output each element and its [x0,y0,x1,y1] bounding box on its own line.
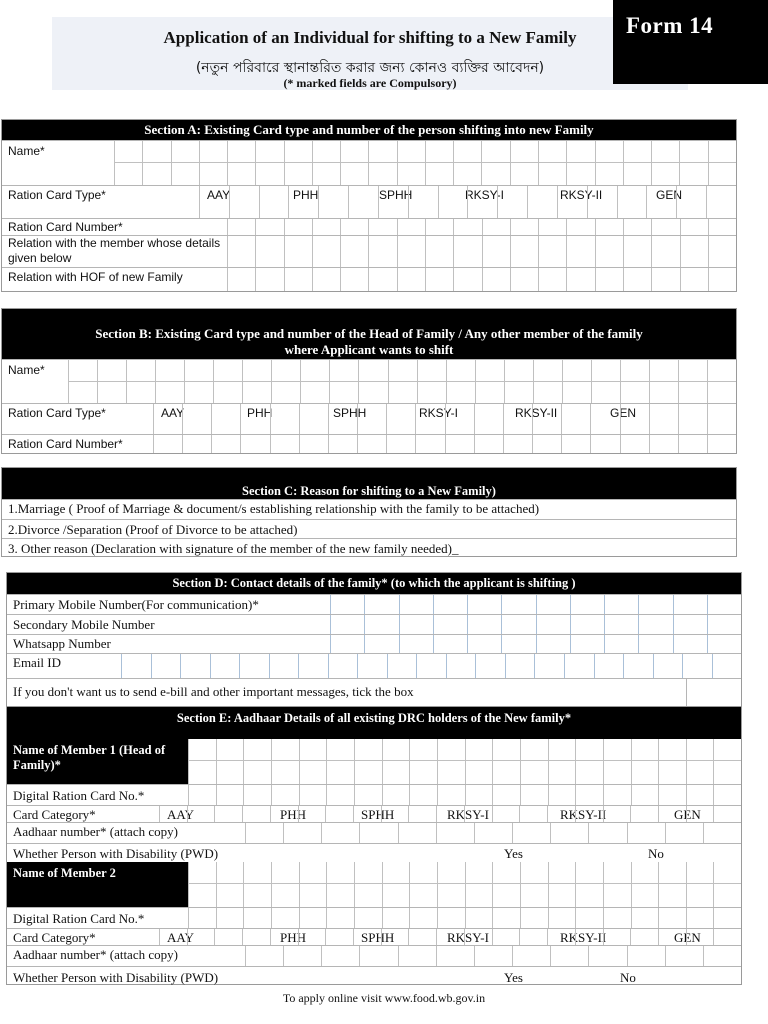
card-type-grid [199,186,736,218]
section-c [1,467,737,557]
member2-aadhaar-grid[interactable] [245,946,741,966]
member1-aadhaar-row [7,822,741,843]
relation-hof-grid[interactable] [227,268,736,291]
member2-aadhaar-row [7,945,741,966]
member2-name-grid-top[interactable] [188,862,741,884]
relation-grid[interactable] [227,236,736,267]
member1-category-gen[interactable]: GEN [674,807,701,822]
name-input-grid-top[interactable] [114,141,736,163]
member1-category-aay[interactable]: AAY [167,807,194,822]
card-type-aay[interactable]: AAY [207,188,231,202]
reason-divorce: 2.Divorce /Separation (Proof of Divorce to be attached) [8,522,298,537]
member2-category-label: Card Category* [13,930,96,945]
section-d-heading: Section D: Contact details of the family* (to which the applicant is shifting ) [7,573,741,594]
member1-drc-label: Digital Ration Card No.* [13,788,145,803]
member1-category-rksy1[interactable]: RKSY-I [447,807,489,822]
member2-category-rksy2[interactable]: RKSY-II [560,930,607,945]
section-a [1,119,737,292]
member1-category-row [7,805,741,822]
card-type-gen[interactable]: GEN [656,188,683,202]
card-type-sphh[interactable]: SPHH [333,406,367,420]
section-c-heading: Section C: Reason for shifting to a New Family) [2,468,736,499]
whatsapp-grid[interactable] [330,635,741,653]
section-a-card-number-row [2,218,736,235]
section-b-card-type-row [2,403,736,434]
member2-category-aay[interactable]: AAY [167,930,194,945]
name-input-grid-top[interactable] [68,360,736,382]
member2-category-sphh[interactable]: SPHH [361,930,395,945]
member1-name-row [7,739,741,784]
primary-mobile-label: Primary Mobile Number(For communication)* [13,597,259,612]
member1-name-grid-top[interactable] [188,739,741,761]
member1-category-grid [159,806,741,822]
card-type-label: Ration Card Type* [8,188,106,202]
section-b-heading-line2: where Applicant wants to shift [284,342,454,357]
card-number-grid[interactable] [227,219,736,235]
member1-name-label: Name of Member 1 (Head of Family)* [7,739,188,784]
ebill-optout-checkbox[interactable] [686,679,742,706]
member2-aadhaar-label: Aadhaar number* (attach copy) [13,947,178,962]
card-type-sphh[interactable]: SPHH [379,188,413,202]
email-row [7,653,741,678]
member2-pwd-yes[interactable]: Yes [504,970,523,985]
card-type-rksy1[interactable]: RKSY-I [465,188,504,202]
card-type-label: Ration Card Type* [8,406,106,420]
member1-pwd-label: Whether Person with Disability (PWD) [13,846,219,861]
card-type-grid [153,404,736,434]
reason-row-2[interactable] [2,519,736,538]
reason-other: 3. Other reason (Declaration with signature of the member of the new family needed)_ [8,541,459,556]
section-a-heading: Section A: Existing Card type and number of the person shifting into new Family [2,120,736,140]
card-number-grid[interactable] [153,435,736,453]
member2-drc-grid[interactable] [188,908,741,928]
compulsory-note: (* marked fields are Compulsory) [283,76,457,90]
reason-row-1[interactable] [2,499,736,519]
ebill-optout-label: If you don't want us to send e-bill and other important messages, tick the box [13,684,414,699]
member2-drc-row [7,907,741,928]
member1-category-label: Card Category* [13,807,96,822]
name-input-grid-bottom[interactable] [114,163,736,185]
member1-category-rksy2[interactable]: RKSY-II [560,807,607,822]
member2-category-row [7,928,741,945]
whatsapp-row [7,634,741,653]
name-label: Name* [8,144,45,158]
secondary-mobile-row [7,614,741,634]
section-b-heading [2,309,736,359]
member1-aadhaar-grid[interactable] [245,823,741,843]
section-d [6,572,742,707]
section-b-heading-line1: Section B: Existing Card type and number of the Head of Family / Any other member of the family [95,326,643,341]
form-number-badge: Form 14 [613,0,768,84]
member2-category-gen[interactable]: GEN [674,930,701,945]
primary-mobile-row [7,594,741,614]
page-title: Application of an Individual for shifting to a New Family [163,28,577,47]
whatsapp-label: Whatsapp Number [13,636,111,651]
section-b-name-row [2,359,736,403]
card-type-phh[interactable]: PHH [293,188,319,202]
relation-label: Relation with the member whose details given below [8,236,221,265]
member1-drc-row [7,784,741,805]
footer-online-link[interactable]: To apply online visit www.food.wb.gov.in [282,991,486,1005]
page-subtitle-bengali: (নতুন পরিবারে স্থানান্তরিত করার জন্য কোনও ব্যক্তির আবেদন) [195,60,545,76]
member1-pwd-row [7,843,741,862]
section-a-name-row [2,140,736,185]
ebill-optout-row [7,678,741,706]
section-e-heading: Section E: Aadhaar Details of all existing DRC holders of the New family* [7,707,741,739]
card-number-label: Ration Card Number* [8,220,123,234]
section-b-card-number-row [2,434,736,453]
member2-category-rksy1[interactable]: RKSY-I [447,930,489,945]
primary-mobile-grid[interactable] [330,595,741,614]
card-type-rksy2[interactable]: RKSY-II [560,188,603,202]
section-a-relation-hof-row [2,267,736,291]
card-type-rksy2[interactable]: RKSY-II [515,406,558,420]
section-a-card-type-row [2,185,736,218]
member2-category-phh[interactable]: PHH [280,930,307,945]
card-type-gen[interactable]: GEN [610,406,637,420]
member2-name-grid-bottom[interactable] [188,884,741,907]
member2-drc-label: Digital Ration Card No.* [13,911,145,926]
section-a-relation-row [2,235,736,267]
email-label: Email ID [13,655,62,670]
reason-row-3[interactable] [2,538,736,557]
card-type-aay[interactable]: AAY [161,406,185,420]
email-grid[interactable] [121,654,741,678]
section-b [1,308,737,454]
member1-category-phh[interactable]: PHH [280,807,307,822]
member1-aadhaar-label: Aadhaar number* (attach copy) [13,824,178,839]
member2-name-label: Name of Member 2 [7,862,188,907]
secondary-mobile-label: Secondary Mobile Number [13,617,155,632]
member1-category-sphh[interactable]: SPHH [361,807,395,822]
member2-category-grid [159,929,741,945]
card-type-phh[interactable]: PHH [247,406,273,420]
section-e [6,706,742,985]
member2-pwd-row [7,966,741,987]
member1-pwd-yes[interactable]: Yes [504,846,523,861]
name-input-grid-bottom[interactable] [68,382,736,404]
card-number-label: Ration Card Number* [8,437,123,451]
member1-pwd-no[interactable]: No [648,846,664,861]
member2-name-row [7,862,741,907]
relation-hof-label: Relation with HOF of new Family [8,270,183,284]
name-label: Name* [8,363,45,377]
reason-marriage: 1.Marriage ( Proof of Marriage & document/s establishing relationship with the family to be attached) [8,501,540,516]
secondary-mobile-grid[interactable] [330,615,741,634]
member2-pwd-no[interactable]: No [620,970,636,985]
member1-name-grid-bottom[interactable] [188,761,741,784]
member1-drc-grid[interactable] [188,785,741,805]
card-type-rksy1[interactable]: RKSY-I [419,406,458,420]
member2-pwd-label: Whether Person with Disability (PWD) [13,970,219,985]
